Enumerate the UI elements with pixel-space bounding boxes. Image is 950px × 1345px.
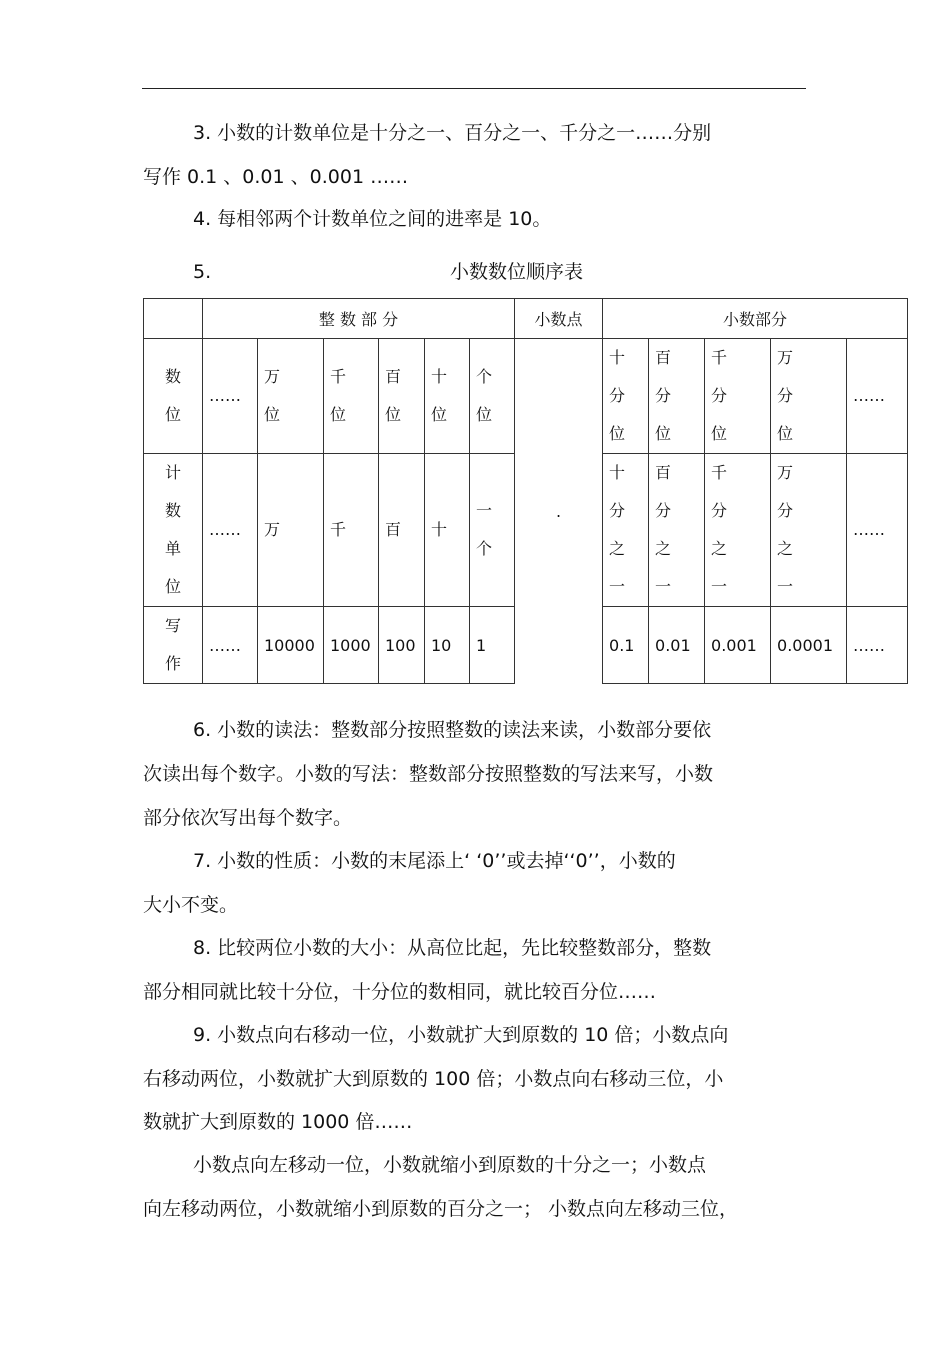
decimal-point-header: 小数点 — [515, 299, 603, 339]
table-cell: …… — [209, 635, 241, 655]
table-cell: …… — [853, 635, 886, 655]
table-cell: 千 分 之 一 — [711, 463, 728, 596]
table-cell: 百 位 — [385, 367, 402, 424]
paragraph-8-line-2: 部分相同就比较十分位，十分位的数相同，就比较百分位…… — [143, 981, 657, 1003]
table-cell: 千 分 位 — [711, 348, 728, 443]
paragraph-7-line-1: 7. 小数的性质：小数的末尾添上‘ ‘0’’或去掉‘‘0’’，小数的 — [193, 850, 676, 872]
table-cell: 十 位 — [431, 367, 448, 424]
table-cell: 百 — [385, 520, 402, 539]
paragraph-3-line-1: 3. 小数的计数单位是十分之一、百分之一、千分之一……分别 — [193, 122, 712, 144]
table-cell: 千 — [330, 520, 347, 539]
table-cell: 一 个 — [476, 501, 493, 558]
table-cell: …… — [853, 386, 886, 405]
paragraph-4: 4. 每相邻两个计数单位之间的进率是 10。 — [193, 208, 552, 230]
paragraph-9-line-1: 9. 小数点向右移动一位，小数就扩大到原数的 10 倍；小数点向 — [193, 1024, 729, 1046]
table-cell: 1000 — [330, 635, 371, 655]
table-cell: 万 分 之 一 — [777, 463, 794, 596]
table-cell: 10 — [431, 635, 452, 655]
place-row-label: 数 位 — [164, 367, 181, 424]
table-cell: 十 分 之 一 — [609, 463, 626, 596]
table-cell: 1 — [476, 635, 487, 655]
table-cell: 0.001 — [711, 635, 757, 655]
paragraph-6-line-2: 次读出每个数字。小数的写法：整数部分按照整数的写法来写，小数 — [143, 763, 714, 785]
table-cell: 0.01 — [655, 635, 691, 655]
paragraph-9-line-2: 右移动两位，小数就扩大到原数的 100 倍；小数点向右移动三位，小 — [143, 1068, 724, 1090]
header-rule — [142, 88, 806, 89]
table-cell: 万 分 位 — [777, 348, 794, 443]
table-cell: …… — [209, 520, 241, 539]
table-cell: 0.1 — [609, 635, 635, 655]
paragraph-9-line-3: 数就扩大到原数的 1000 倍…… — [143, 1111, 413, 1133]
paragraph-10-line-2: 向左移动两位，小数就缩小到原数的百分之一； 小数点向左移动三位， — [143, 1198, 739, 1220]
paragraph-6-line-1: 6. 小数的读法：整数部分按照整数的读法来读，小数部分要依 — [193, 719, 712, 741]
table-corner-cell — [144, 299, 203, 339]
write-row-label: 写 作 — [164, 616, 181, 673]
decimal-point-cell — [515, 339, 603, 684]
table-cell: …… — [209, 386, 241, 405]
table-cell: 十 — [431, 520, 448, 539]
table-caption-number: 5. — [193, 261, 212, 283]
paragraph-6-line-3: 部分依次写出每个数字。 — [143, 807, 353, 829]
decimal-part-header: 小数部分 — [603, 299, 908, 339]
table-cell: 0.0001 — [777, 635, 833, 655]
table-cell: …… — [853, 520, 886, 539]
table-cell: 百 分 之 一 — [655, 463, 672, 596]
table-caption-title: 小数数位顺序表 — [450, 261, 584, 283]
paragraph-7-line-2: 大小不变。 — [143, 894, 239, 916]
table-cell: 10000 — [264, 635, 315, 655]
place-row — [144, 339, 908, 454]
table-cell: 百 分 位 — [655, 348, 672, 443]
table-cell: 个 位 — [476, 367, 493, 424]
paragraph-10-line-1: 小数点向左移动一位，小数就缩小到原数的十分之一；小数点 — [193, 1154, 707, 1176]
paragraph-3-line-2: 写作 0.1 、0.01 、0.001 …… — [143, 166, 409, 188]
unit-row-label: 计 数 单 位 — [164, 463, 181, 596]
table-cell: 万 — [264, 520, 281, 539]
decimal-place-table — [143, 298, 908, 684]
table-cell: 千 位 — [330, 367, 347, 424]
integer-part-header: 整 数 部 分 — [203, 299, 515, 339]
table-cell: 100 — [385, 635, 416, 655]
paragraph-8-line-1: 8. 比较两位小数的大小：从高位比起，先比较整数部分，整数 — [193, 937, 712, 959]
decimal-point-symbol: . — [555, 501, 562, 521]
table-header-row — [144, 299, 908, 339]
table-cell: 十 分 位 — [609, 348, 626, 443]
table-cell: 万 位 — [264, 367, 281, 424]
